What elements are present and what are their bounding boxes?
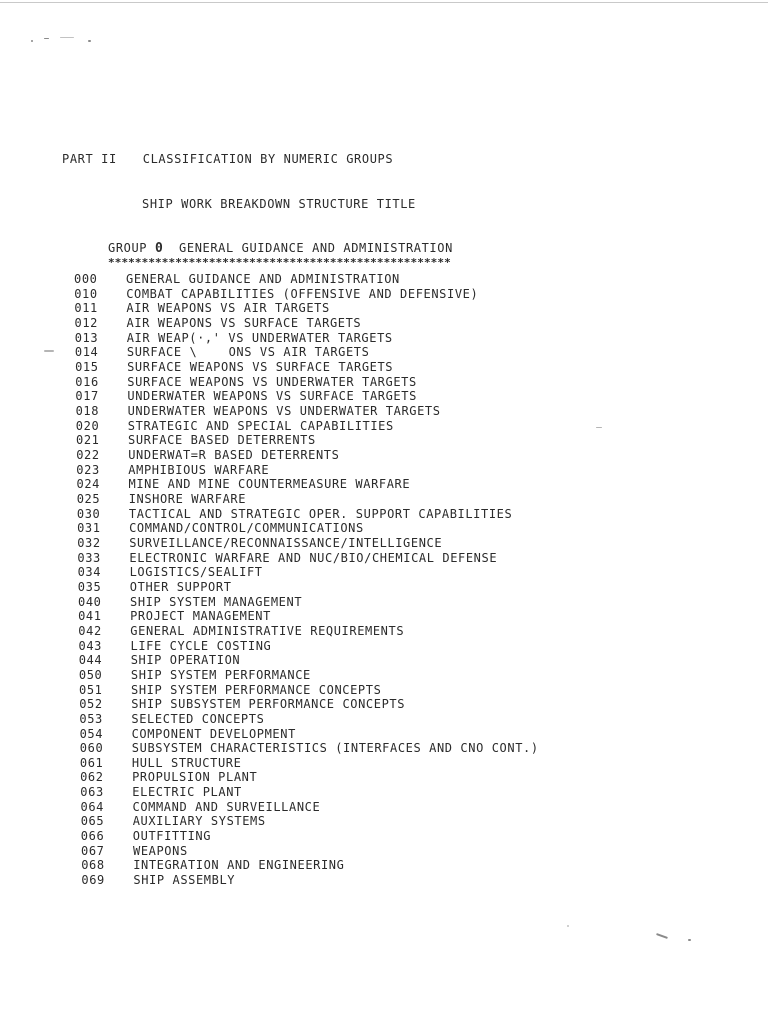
entry-row (79, 668, 311, 683)
entry-row (79, 653, 241, 668)
entry-title: SELECTED CONCEPTS (131, 711, 265, 726)
entry-title: COMBAT CAPABILITIES (OFFENSIVE AND DEFENSIVE) (126, 286, 479, 301)
entry-code: 051 (79, 682, 103, 697)
entry-code: 000 (74, 272, 98, 286)
group-heading (108, 241, 453, 256)
entry-title: GENERAL ADMINISTRATIVE REQUIREMENTS (130, 623, 405, 638)
entry-title: SHIP OPERATION (130, 653, 241, 668)
entry-row (79, 639, 272, 654)
entry-title: SURFACE WEAPONS VS UNDERWATER TARGETS (127, 374, 417, 389)
entry-title: SURFACE BASED DETERRENTS (128, 433, 316, 448)
entry-row (80, 741, 539, 756)
entry-title: SHIP SYSTEM PERFORMANCE (130, 667, 311, 682)
entry-row (76, 419, 394, 434)
entry-code: 021 (76, 433, 100, 448)
entry-code: 011 (74, 301, 98, 316)
scan-speck (31, 40, 33, 42)
entry-row (76, 404, 441, 419)
entry-code: 031 (77, 521, 101, 536)
scan-speck (44, 38, 49, 39)
entry-row (81, 873, 235, 888)
entry-row (77, 521, 364, 536)
entry-code: 052 (79, 697, 103, 712)
document-subtitle: SHIP WORK BREAKDOWN STRUCTURE TITLE (142, 197, 416, 211)
entry-title: AMPHIBIOUS WARFARE (128, 462, 270, 477)
scan-speck (44, 350, 54, 352)
entry-code: 066 (80, 829, 105, 844)
entry-code: 015 (75, 360, 99, 374)
entry-title: SHIP SUBSYSTEM PERFORMANCE CONCEPTS (131, 697, 406, 712)
entry-title: SHIP SYSTEM MANAGEMENT (130, 594, 303, 609)
entry-code: 010 (74, 286, 98, 301)
entry-title: OUTFITTING (132, 829, 212, 844)
entry-code: 044 (78, 653, 103, 668)
entry-row (80, 727, 296, 742)
entry-title: TACTICAL AND STRATEGIC OPER. SUPPORT CAPABILITIES (128, 506, 513, 521)
entry-row (78, 609, 271, 624)
entry-row (75, 389, 417, 404)
entry-title: SURFACE WEAPONS VS SURFACE TARGETS (127, 360, 394, 374)
group-number: 0 (154, 241, 164, 256)
entry-title: UNDERWATER WEAPONS VS SURFACE TARGETS (127, 389, 417, 404)
entry-row (78, 565, 263, 580)
entry-row (80, 756, 242, 771)
scan-speck (567, 925, 569, 927)
entry-row (81, 829, 211, 844)
entry-code: 034 (77, 565, 102, 580)
entry-row (74, 287, 478, 302)
entry-row (77, 477, 411, 492)
entry-row (75, 360, 393, 375)
entry-code: 023 (76, 462, 100, 477)
entry-code: 017 (75, 389, 99, 404)
scan-speck (60, 37, 74, 38)
entry-row (78, 580, 232, 595)
entry-row (81, 800, 321, 815)
entry-title: PROJECT MANAGEMENT (130, 609, 271, 624)
entry-title: GENERAL GUIDANCE AND ADMINISTRATION (126, 272, 400, 286)
page-top-edge (0, 2, 768, 3)
entry-title: COMMAND/CONTROL/COMMUNICATIONS (129, 521, 364, 536)
asterisk-separator: *************************************************** (108, 256, 451, 269)
entry-title: SUBSYSTEM CHARACTERISTICS (INTERFACES AND CNO CONT.) (131, 741, 539, 756)
entry-title: LIFE CYCLE COSTING (130, 638, 272, 653)
entry-code: 032 (77, 535, 101, 550)
entry-title: SURFACE \ ONS VS AIR TARGETS (126, 345, 370, 360)
entry-row (77, 536, 442, 551)
entry-title: MINE AND MINE COUNTERMEASURE WARFARE (128, 477, 411, 492)
entry-title: AIR WEAP(·,' VS UNDERWATER TARGETS (126, 330, 393, 345)
entry-code: 040 (78, 594, 102, 609)
scan-speck (596, 427, 602, 428)
group-label: GROUP (108, 241, 148, 255)
entry-code: 043 (78, 638, 102, 653)
entry-title: ELECTRIC PLANT (132, 785, 242, 800)
entry-code: 014 (74, 345, 99, 360)
entry-code: 065 (80, 814, 105, 829)
entry-code: 054 (79, 726, 104, 741)
entry-row (81, 814, 266, 829)
entry-title: SHIP SYSTEM PERFORMANCE CONCEPTS (131, 682, 382, 697)
entry-title: HULL STRUCTURE (131, 755, 242, 770)
entry-row (78, 595, 302, 610)
entry-title: INTEGRATION AND ENGINEERING (133, 858, 345, 873)
entry-code: 061 (79, 755, 104, 770)
entry-code: 069 (81, 873, 105, 888)
scan-speck (688, 939, 691, 941)
entry-code: 018 (75, 403, 100, 418)
scan-speck (88, 40, 91, 42)
entry-code: 022 (76, 447, 100, 462)
entry-code: 063 (80, 785, 104, 800)
entry-title: COMMAND AND SURVEILLANCE (132, 799, 321, 814)
entry-title: ELECTRONIC WARFARE AND NUC/BIO/CHEMICAL DEFENSE (129, 550, 498, 565)
entry-row (79, 683, 381, 698)
entry-title: LOGISTICS/SEALIFT (129, 565, 263, 580)
entry-title: SURVEILLANCE/RECONNAISSANCE/INTELLIGENCE (129, 535, 443, 550)
entry-row (78, 624, 404, 639)
entry-row (79, 697, 405, 712)
entry-title: SHIP ASSEMBLY (133, 873, 236, 888)
group-title: GENERAL GUIDANCE AND ADMINISTRATION (179, 241, 453, 255)
scan-speck (656, 933, 668, 939)
entry-code: 060 (79, 741, 104, 756)
entry-code: 064 (80, 799, 104, 814)
entry-row (76, 463, 269, 478)
entry-code: 062 (80, 770, 104, 785)
entry-code: 053 (79, 711, 103, 726)
entry-code: 030 (76, 506, 101, 521)
entry-title: STRATEGIC AND SPECIAL CAPABILITIES (127, 418, 394, 433)
entry-row (75, 331, 393, 346)
entry-row (77, 492, 246, 507)
entry-code: 025 (76, 491, 101, 506)
entry-code: 024 (76, 477, 100, 492)
entry-row (76, 448, 339, 463)
entry-row (75, 316, 362, 331)
entry-title: UNDERWAT=R BASED DETERRENTS (128, 447, 340, 462)
entry-code: 041 (78, 609, 102, 624)
entry-row (76, 433, 316, 448)
entry-row (77, 507, 512, 522)
entry-row (77, 551, 497, 566)
entry-row (80, 785, 242, 800)
entry-title: AUXILIARY SYSTEMS (132, 814, 266, 829)
entry-code: 033 (77, 550, 101, 565)
entry-code: 068 (81, 858, 105, 873)
entry-row (74, 272, 400, 287)
entry-code: 035 (77, 579, 102, 594)
entry-title: COMPONENT DEVELOPMENT (131, 726, 296, 741)
entry-title: PROPULSION PLANT (132, 770, 258, 785)
entry-code: 050 (78, 667, 103, 682)
entry-row (75, 375, 417, 390)
entry-title: WEAPONS (133, 843, 188, 858)
part-title: CLASSIFICATION BY NUMERIC GROUPS (142, 152, 394, 166)
entry-title: INSHORE WARFARE (128, 491, 247, 506)
part-heading (62, 152, 393, 166)
entry-row (79, 712, 264, 727)
entry-code: 013 (74, 330, 99, 345)
entry-title: UNDERWATER WEAPONS VS UNDERWATER TARGETS (127, 403, 441, 418)
entry-row (74, 301, 329, 316)
entry-row (81, 844, 188, 859)
entry-code: 067 (81, 843, 105, 858)
entry-row (81, 858, 344, 873)
entry-title: OTHER SUPPORT (129, 579, 232, 594)
entry-title: AIR WEAPONS VS AIR TARGETS (126, 301, 330, 316)
entry-code: 042 (78, 623, 102, 638)
entry-code: 016 (75, 374, 99, 389)
entry-row (80, 770, 257, 785)
entry-row (75, 345, 370, 360)
part-label: PART II (62, 152, 117, 166)
entry-title: AIR WEAPONS VS SURFACE TARGETS (126, 316, 362, 330)
entry-code: 020 (75, 418, 100, 433)
entry-code: 012 (74, 316, 98, 330)
